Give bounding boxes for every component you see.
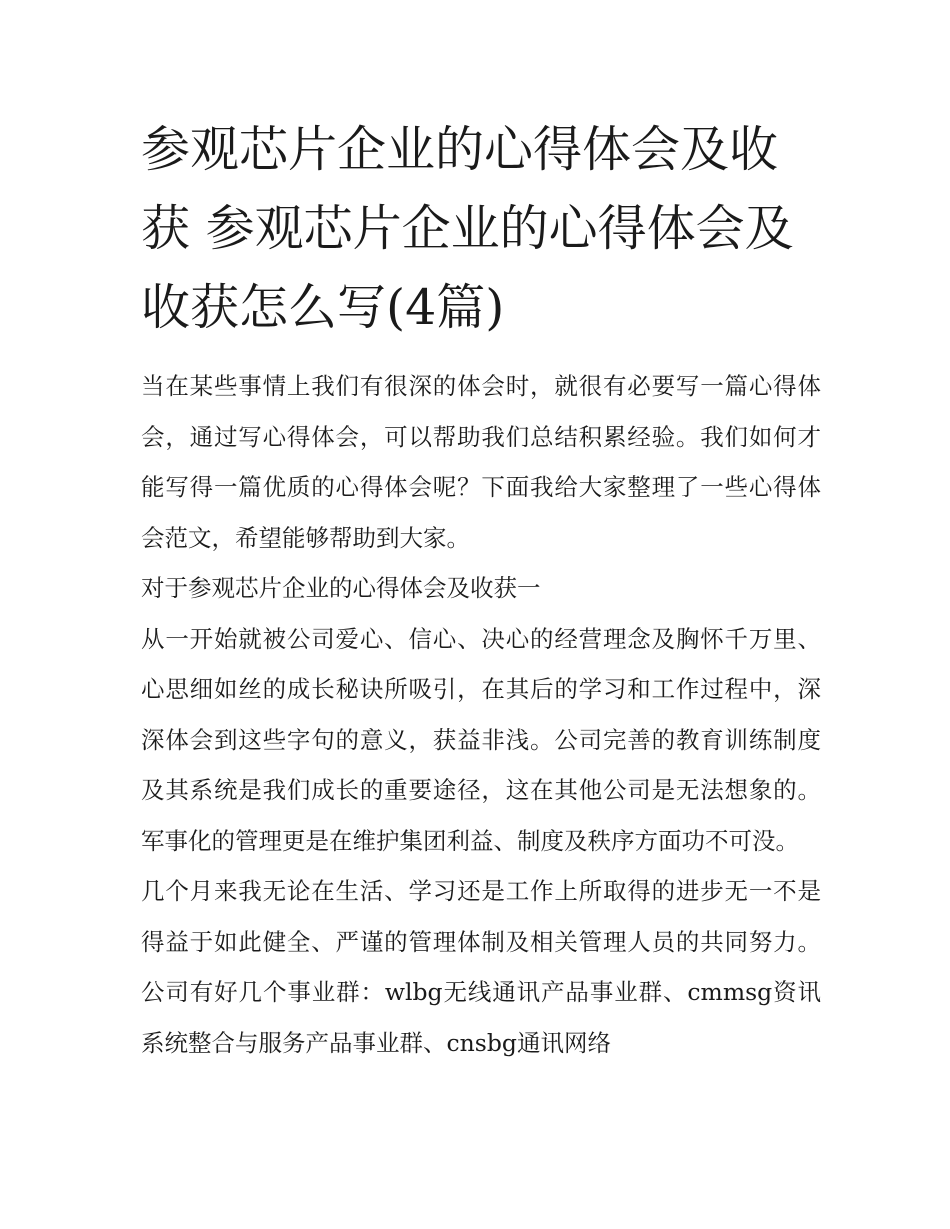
section-heading: 对于参观芯片企业的心得体会及收获一 xyxy=(141,574,541,602)
document-title: 参观芯片企业的心得体会及收获 参观芯片企业的心得体会及收获怎么写(4篇) xyxy=(141,121,794,336)
document-page xyxy=(141,110,821,1068)
intro-paragraph: 当在某些事情上我们有很深的体会时，就很有必要写一篇心得体会，通过写心得体会，可以帮助我们总结积累经验。我们如何才能写得一篇优质的心得体会呢？下面我给大家整理了一些心得体会范文，希望能够帮助到大家。 xyxy=(141,372,821,552)
body-paragraph: 从一开始就被公司爱心、信心、决心的经营理念及胸怀千万里、心思细如丝的成长秘诀所吸引，在其后的学习和工作过程中，深深体会到这些字句的意义，获益非浅。公司完善的教育训练制度及其系统是我们成长的重要途径，这在其他公司是无法想象的。军事化的管理更是在维护集团利益、制度及秩序方面功不可没。 xyxy=(141,624,821,855)
body-paragraph: 几个月来我无论在生活、学习还是工作上所取得的进步无一不是得益于如此健全、严谨的管理体制及相关管理人员的共同努力。公司有好几个事业群：wlbg无线通讯产品事业群、cmmsg资讯系统整合与服务产品事业群、cnsbg通讯网络 xyxy=(141,877,821,1057)
